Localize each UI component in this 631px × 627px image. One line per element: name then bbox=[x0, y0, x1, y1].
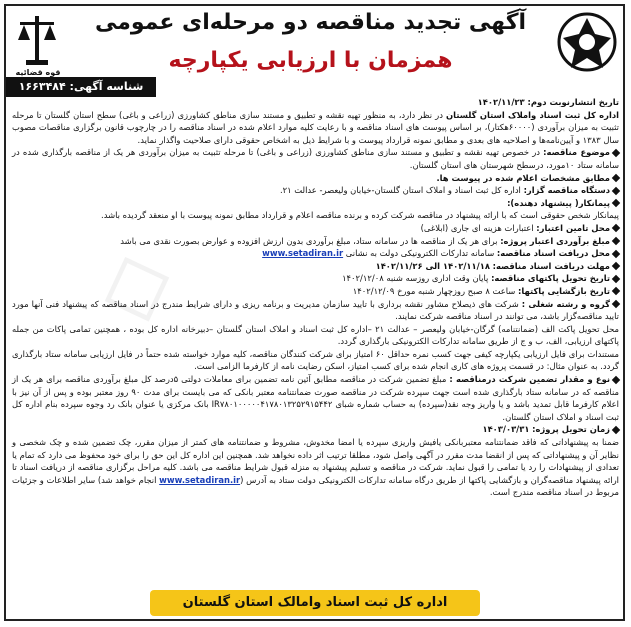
contractor-text: پیمانکار شخص حقوقی است که با ارائه پیشنهاد در مناقصه شرکت کرده و برنده مناقصه اعلام و قرارداد مطابق نمونه پیوست با او منعقد گردیده باشد. bbox=[101, 210, 619, 221]
intro-text: در نظر دارد، به منظور تهیه نقشه و تطبیق و مستند سازی مناطق کشاورزی (زراعی و باغی) سطح استان گلستان تا مرحله تثبیت به میزان برآوردی (۶۰۰۰۰هکتار)، بر اساس پیوست های اسناد مناقصه و با رعایت کلیه موارد اعلام شده در اسناد مناقصه را در چارچوب قانون برگزاری مناقصات مصوب سال ۱۳۸۳ و آیین‌نامه‌ها و اصلاحیه های بعدی و مطابق نمونه قرارداد پیوست و با شرایط ذیل به اشخاص حقوقی دارای صلاحیت واگذار نماید. bbox=[12, 109, 619, 145]
bullet-icon bbox=[612, 287, 620, 295]
credit-item: محل تامین اعتبار: اعتبارات هزینه ای جاری (ابلاغی) bbox=[12, 222, 619, 235]
judiciary-caption: قوه قضائیه bbox=[15, 68, 61, 77]
bullet-icon bbox=[612, 186, 620, 194]
bullet-icon bbox=[612, 300, 620, 308]
bullet-icon bbox=[612, 237, 620, 245]
contractor-item: پیمانکار( پیشنهاد دهنده): bbox=[12, 197, 619, 210]
bullet-icon bbox=[612, 174, 620, 182]
subject-item: موضوع مناقصه: در خصوص تهیه نقشه و تطبیق و مستند سازی مناطق کشاورزی (زراعی و باغی) تا مرحله تثبیت به میزان برآوردی هر یک از مناقصه بارگذاری شده در سامانه ستاد ۱۰مورد، درسطح شهرستان های استان گلستان. bbox=[12, 147, 619, 170]
intro-paragraph bbox=[12, 109, 619, 147]
notice-title: آگهی تجدید مناقصه دو مرحله‌ای عمومی bbox=[94, 10, 527, 35]
receive-deadline-item: مهلت دریافت اسناد مناقصه: ۱۴۰۲/۱۱/۱۸ الی ۱۴۰۲/۱۱/۲۶ bbox=[12, 260, 619, 273]
judiciary-scales-icon bbox=[14, 10, 60, 70]
notice-subtitle: همزمان با ارزیابی یکپارچه bbox=[168, 48, 453, 73]
estimate-item: مبلغ برآوردی اعتبار پروژه: برای هر یک از مناقصه ها در سامانه ستاد، مبلغ برآوردی بدون ارزش افزوده و عوارض بصورت نقدی می باشد bbox=[12, 235, 619, 248]
group-item: گروه و رشته شغلی : شرکت های ذیصلاح مشاور نقشه برداری با تایید سازمان مدیریت و برنامه ریزی و دارای شرایط مندرج در اسناد مناقصه که پیشنهاد فنی آنها مورد تایید مناقصه‌گزار باشد، می توانند در اسناد مناقصه شرکت نمایند. bbox=[12, 298, 619, 322]
evaluation-text: مستندات برای فایل ارزیابی یکپارچه کیفی جهت کسب نمره حداقل ۶۰ امتیاز برای شرکت کنندگان مناقصه، کلیه موارد خواسته شده حتماً در فایل ارزیابی سامانه ستاد بارگذاری گردد. به عنوان مثال: در قسمت پروژه های کاری انجام شده برای کسب امتیاز، اسکن رضایت نامه از کارفرما الزامی است. bbox=[12, 348, 619, 372]
delivery-place-text: محل تحویل پاکت الف (ضمانتنامه) گرگان-خیابان ولیعصر – عدالت ۲۱ –اداره کل ثبت اسناد و املاک استان گلستان –دبیرخانه اداره کل بوده ، همچنین تمامی پاکات من جمله پاکتهای ارزیابی، الف، ب و ج از طریق سامانه تدارکات الکترونیکی بارگذاری گردد. bbox=[12, 323, 619, 347]
specs-item: مطابق مشخصات اعلام شده در پیوست ها. bbox=[12, 172, 619, 185]
watermark-shape: ◇ bbox=[84, 221, 186, 344]
opening-item: تاریخ بازگشایی پاکتها: ساعت ۸ صبح روزچهار شنبه مورخ ۱۴۰۲/۱۲/۰۹ bbox=[12, 285, 619, 298]
duration-item: زمان تحویل پروژه: ۱۴۰۳/۰۳/۳۱ bbox=[12, 423, 619, 436]
bullet-icon bbox=[612, 199, 620, 207]
publish-date: تاریخ انتشارنوبت دوم: ۱۴۰۲/۱۱/۲۳ bbox=[477, 97, 619, 107]
guarantee-item: نوع و مقدار تضمین شرکت درمناقصه : مبلغ تضمین شرکت در مناقصه مطابق آئین نامه تضمین برای معاملات دولتی ۵درصد کل مبلغ برآوردی مناقصه برای هر یک از مناقصه که در سامانه ستاد بارگذاری شده است جهت سپرده شرکت در مناقصه صورت ضمانتنامه معتبر بانکی که می بایست برای مدت ۹۰ روز معتبر بوده و پس از آن نیز با اعلام کارفرما قابل تمدید باشد و یا واریز وجه نقد(سپرده) به حساب شماره شبای IR۷۸۰۱۰۰۰۰۰۴۱۷۸۰۱۳۲۵۲۹۱۵۴۴۲ بانک مرکزی یا عنوان بانک رد وجوه سپرده بنام اداره کل ثبت اسناد و املاک استان گلستان. bbox=[12, 374, 620, 422]
bullet-icon bbox=[612, 262, 620, 270]
footer-org-banner: اداره کل ثبت اسناد وامالک استان گلستان bbox=[150, 590, 480, 616]
closing-paragraph: ضمنا به پیشنهاداتی که فاقد ضمانتنامه معتبربانکی یافیش واریزی سپرده یا امضا مخدوش، مشروط و ضمانتنامه های کمتر از میزان مقرر، چک تضمین شده و چک شخصی و نظایر آن و پیشنهاداتی که پس از انقضا مدت مقرر در آگهی واصل شود، مطلقا ترتیب اثر داده نخواهد شد. همچنین این اداره کل این حق را برای خود محفوظ می دارد که تمام یا تعدادی از پیشنهادات را رد یا تمامی را قبول نماید. شرکت در مناقصه و تسلیم پیشنهاد به منزله قبول شرایط مناقصه می باشد. کلیه مراحل برگزاری مناقصه از دریافت اسناد تا ارائه پیشنهاد مناقصه‌گران و بازگشایی پاکتها از طریق درگاه سامانه تدارکات الکترونیکی دولت ستاد به آدرس (www.setadiran.ir انجام خواهد شد) سایر اطلاعات و جزئیات مربوط در اسناد مناقصه مندرج است. bbox=[12, 437, 620, 498]
org-item: دستگاه مناقصه گزار: اداره کل ثبت اسناد و املاک استان گلستان-خیابان ولیعصر- عدالت ۲۱. bbox=[12, 184, 619, 197]
bullet-icon bbox=[612, 275, 620, 283]
intro-org: اداره کل ثبت اسناد واملاک استان گلستان bbox=[446, 109, 619, 120]
bullet-icon bbox=[612, 149, 620, 157]
bullet-icon bbox=[612, 375, 620, 383]
notice-body bbox=[12, 96, 619, 499]
delivery-item: تاریخ تحویل پاکتهای مناقصه: پایان وقت اداری روزسه شنبه ۱۴۰۲/۱۲/۰۸ bbox=[12, 272, 619, 285]
setadiran-link[interactable]: www.setadiran.ir bbox=[262, 248, 344, 259]
registration-org-logo-icon bbox=[555, 10, 619, 78]
bullet-icon bbox=[612, 249, 620, 257]
notice-id-badge: شناسه آگهی: ۱۶۶۳۴۸۴ bbox=[6, 77, 156, 97]
receive-place-item: محل دریافت اسناد مناقصه: سامانه تدارکات الکترونیکی دولت به نشانی www.setadiran.ir bbox=[12, 247, 619, 260]
bullet-icon bbox=[612, 224, 620, 232]
bullet-icon bbox=[612, 426, 620, 434]
setadiran-link-2[interactable]: www.setadiran.ir bbox=[159, 474, 241, 485]
